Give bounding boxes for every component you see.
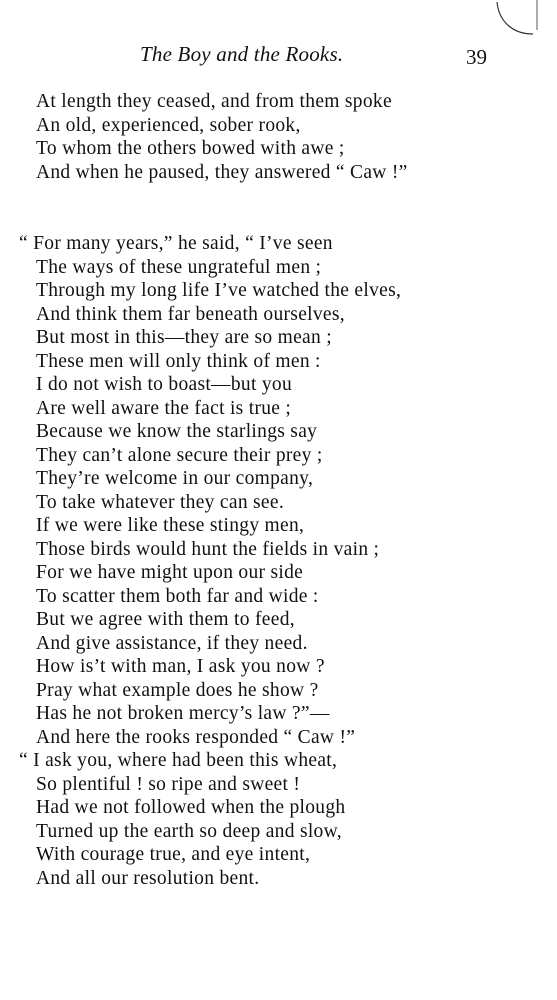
poem-line: How is’t with man, I ask you now ? [36, 656, 325, 677]
page-number: 39 [466, 45, 487, 69]
poem-line: The ways of these ungrateful men ; [36, 256, 322, 278]
poem-line: “ For many years,” he said, “ I’ve seen [19, 233, 333, 254]
poem-line: They’re welcome in our company, [36, 468, 314, 489]
poem-line: And all our resolution bent. [36, 867, 260, 889]
poem-line: Because we know the starlings say [36, 421, 318, 442]
poem-line: Those birds would hunt the fields in vain ; [36, 538, 380, 560]
poem-line: And here the rooks responded “ Caw !” [36, 726, 356, 748]
poem-line: They can’t alone secure their prey ; [36, 444, 323, 466]
poem-line: Through my long life I’ve watched the elves, [36, 280, 402, 301]
poem-line: But we agree with them to feed, [36, 609, 295, 630]
poem-line: I do not wish to boast—but you [36, 374, 292, 395]
poem-line: With courage true, and eye intent, [36, 844, 311, 865]
poem-line: For we have might upon our side [36, 562, 304, 583]
stanza-1 [36, 90, 408, 184]
poem-line: And when he paused, they answered “ Caw !” [36, 161, 408, 183]
poem-line: So plentiful ! so ripe and sweet ! [36, 773, 301, 795]
poem-line: And think them far beneath ourselves, [36, 303, 345, 325]
poem-line: Are well aware the fact is true ; [36, 397, 292, 419]
stanza-2 [19, 232, 402, 890]
poem-line: These men will only think of men : [36, 350, 321, 372]
page-corner-mark [491, 0, 539, 40]
poem-line: And give assistance, if they need. [36, 632, 308, 654]
poem-line: But most in this—they are so mean ; [36, 327, 332, 348]
poem-line: Turned up the earth so deep and slow, [36, 820, 342, 842]
poem-line: Pray what example does he show ? [36, 679, 319, 701]
page-header [0, 42, 557, 72]
poem-line: An old, experienced, sober rook, [36, 114, 301, 136]
corner-curve-icon [491, 0, 539, 40]
poem-line: To take whatever they can see. [36, 491, 285, 513]
poem-line: To whom the others bowed with awe ; [36, 138, 345, 159]
poem-line: If we were like these stingy men, [36, 515, 305, 536]
poem-line: To scatter them both far and wide : [36, 585, 319, 607]
poem-line: At length they ceased, and from them spoke [36, 91, 392, 112]
poem-line: Had we not followed when the plough [36, 797, 346, 818]
running-title: The Boy and the Rooks. [140, 42, 344, 66]
poem-line: Has he not broken mercy’s law ?”— [36, 703, 330, 724]
poem-line: “ I ask you, where had been this wheat, [19, 750, 338, 771]
